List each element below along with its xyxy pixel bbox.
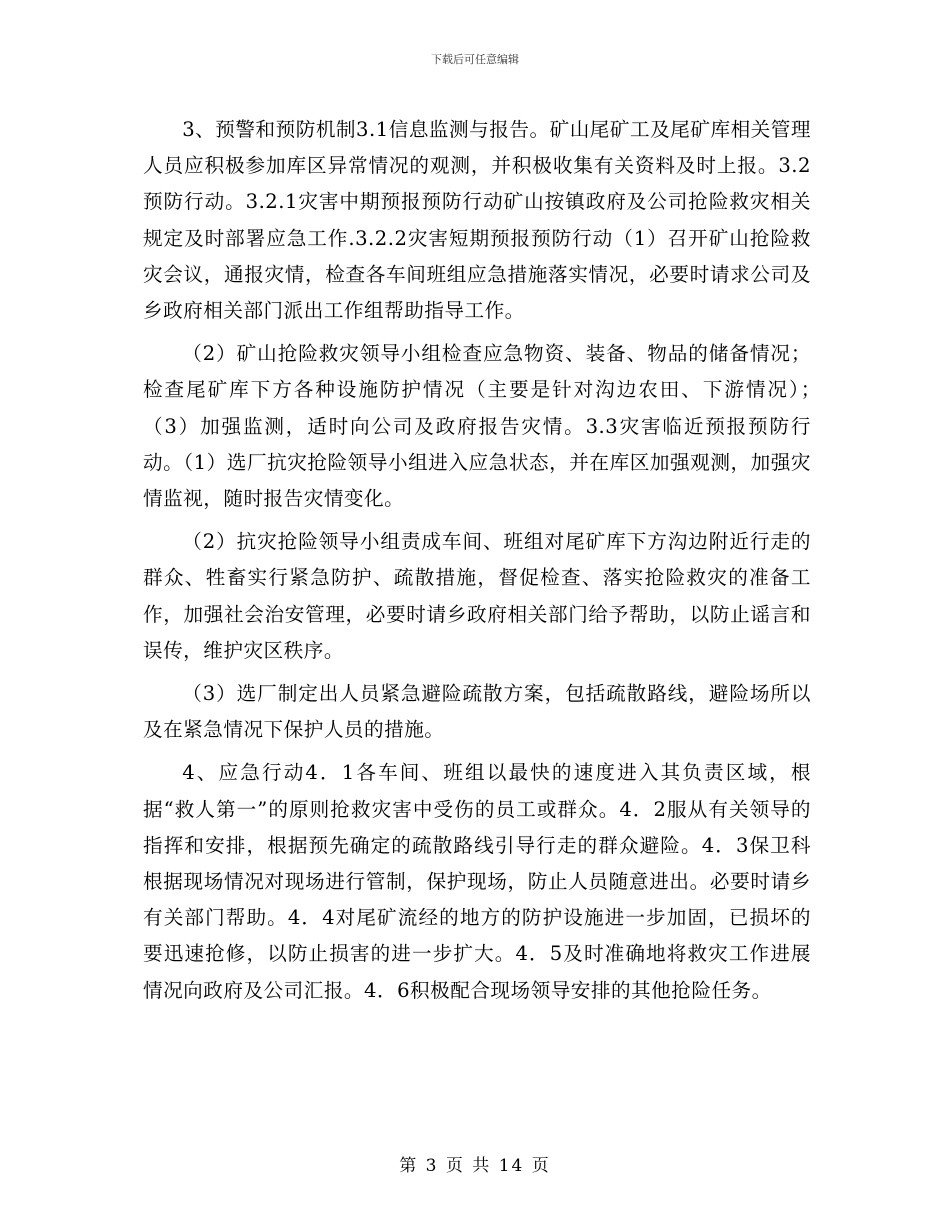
paragraph-leadership-inspection: （2）矿山抢险救灾领导小组检查应急物资、装备、物品的储备情况；检查尾矿库下方各种设施防护情况（主要是针对沟边农田、下游情况）； （3）加强监测，适时向公司及政府报告灾情。3.3灾害临近预报预防行动。（1）选厂抗灾抢险领导小组进入应急状态，并在库区加强观测，加强灾情监视，随时报告灾情变化。 [143, 342, 832, 511]
paragraph-warning-mechanism: 3、预警和预防机制3.1信息监测与报告。矿山尾矿工及尾矿库相关管理人员应积极参加库区异常情况的观测，并积极收集有关资料及时上报。3.2预防行动。3.2.1灾害中期预报预防行动矿山按镇政府及公司抢险救灾相关规定及时部署应急工作.3.2.2灾害短期预报预防行动（1）召开矿山抢险救灾会议，通报灾情，检查各车间班组应急措施落实情况，必要时请求公司及乡政府相关部门派出工作组帮助指导工作。 [143, 118, 811, 323]
page-number: 第 3 页 共 14 页 [399, 1156, 551, 1176]
page-header: 下载后可任意编辑 [431, 53, 519, 66]
paragraph-emergency-action: 4、应急行动4．1各车间、班组以最快的速度进入其负责区域，根据“救人第一”的原则抢救灾害中受伤的员工或群众。4．2服从有关领导的指挥和安排，根据预先确定的疏散路线引导行走的群众避险。4．3保卫科根据现场情况对现场进行管制，保护现场，防止人员随意进出。必要时请乡有关部门帮助。4．4对尾矿流经的地方的防护设施进一步加固，已损坏的要迅速抢修，以防止损害的进一步扩大。4．5及时准确地将救灾工作进展情况向政府及公司汇报。4．6积极配合现场领导安排的其他抢险任务。 [143, 761, 811, 1002]
document-body [143, 112, 832, 1009]
paragraph-evacuation-plan: （3）选厂制定出人员紧急避险疏散方案，包括疏散路线，避险场所以及在紧急情况下保护人员的措施。 [143, 682, 811, 742]
paragraph-evacuation-protection: （2）抗灾抢险领导小组责成车间、班组对尾矿库下方沟边附近行走的群众、牲畜实行紧急防护、疏散措施，督促检查、落实抢险救灾的准备工作，加强社会治安管理，必要时请乡政府相关部门给予帮助，以防止谣言和误传，维护灾区秩序。 [143, 530, 811, 662]
